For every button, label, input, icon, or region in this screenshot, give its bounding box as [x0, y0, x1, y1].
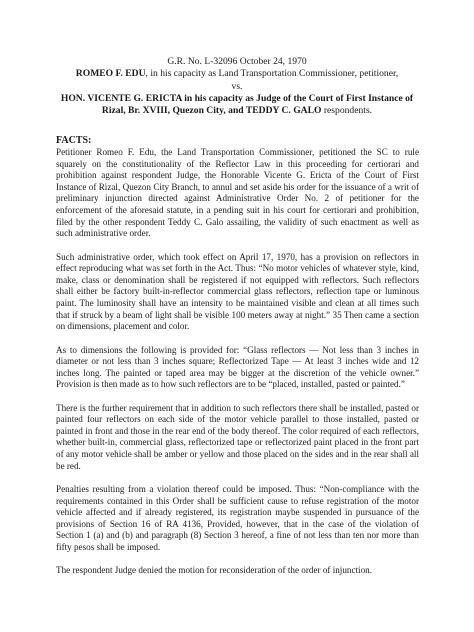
document-body — [56, 135, 419, 577]
respondent-line-1: HON. VICENTE G. ERICTA in his capacity as Judge of the Court of First Instance of — [60, 92, 414, 104]
versus-line: vs. — [231, 80, 243, 92]
respondent-suffix: respondents. — [321, 105, 373, 117]
facts-paragraph-5: Penalties resulting from a violation thereof could be imposed. Thus: “Non-compliance with the requirements contained in this Order shall be sufficient cause to refuse registration of the motor vehicle affected and if already registered, its registration maybe suspended in pursuance of the provisions of Section 16 of RA 4136, Provided, however, that in the case of the violation of Section 1 (a) and (b) and paragraph (8) Section 3 hereof, a fine of not less than ten nor more than fifty pesos shall be imposed. — [56, 484, 419, 552]
respondent-names: Rizal, Br. XVIII, Quezon City, and TEDDY C. GALO — [101, 105, 322, 117]
facts-paragraph-6: The respondent Judge denied the motion for reconsideration of the order of injunction. — [56, 565, 372, 576]
case-header — [0, 56, 474, 117]
facts-paragraph-2: Such administrative order, which took effect on April 17, 1970, has a provision on reflectors in effect reproducing what was set forth in the Act. Thus: “No motor vehicles of whatever style, kind, make, class or denomination shall be registered if not equipped with reflectors. Such reflectors shall either be factory built-in-reflector commercial glass reflectors, reflection tape or luminous paint. The luminosity shall have an intensity to be maintained visible and clean at all times such that if struck by a beam of light shall be visible 100 meters away at night.” 35 Then came a section on dimensions, placement and color. — [56, 251, 419, 332]
petitioner-description: , in his capacity as Land Transportation Commissioner, petitioner, — [145, 68, 399, 80]
facts-heading: FACTS: — [56, 135, 92, 146]
petitioner-name: ROMEO F. EDU — [75, 68, 146, 80]
facts-paragraph-4: There is the further requirement that in addition to such reflectors there shall be installed, pasted or painted four reflectors on each side of the motor vehicle parallel to those installed, pasted or painted in front and those in the rear end of the body thereof. The color required of each reflectors, whether built-in, commercial glass, reflectorized tape or reflectorized paint placed in the front part of any motor vehicle shall be amber or yellow and those placed on the sides and in the rear shall all be red. — [56, 402, 419, 471]
respondent-line-2 — [0, 105, 474, 117]
petitioner-line — [0, 68, 474, 80]
case-number-date: G.R. No. L-32096 October 24, 1970 — [167, 56, 307, 67]
facts-paragraph-3: As to dimensions the following is provided for: “Glass reflectors — Not less than 3 inches in diameter or not less than 3 inches square; Reflectorized Tape — At least 3 inches wide and 12 inches long. The painted or taped area may be bigger at the discretion of the vehicle owner.” Provision is then made as to how such reflectors are to be “placed, installed, pasted or painted.” — [56, 344, 419, 390]
facts-paragraph-1: Petitioner Romeo F. Edu, the Land Transportation Commissioner, petitioned the SC to rule squarely on the constitutionality of the Reflector Law in this proceeding for certiorari and prohibition against respondent Judge, the Honorable Vicente G. Ericta of the Court of First Instance of Rizal, Quezon City Branch, to annul and set aside his order for the issuance of a writ of preliminary injunction directed against Administrative Order No. 2 of petitioner for the enforcement of the aforesaid statute, in a pending suit in his court for certiorari and prohibition, filed by the other respondent Teddy C. Galo assailing, the validity of such enactment as well as such administrative order. — [56, 147, 419, 239]
